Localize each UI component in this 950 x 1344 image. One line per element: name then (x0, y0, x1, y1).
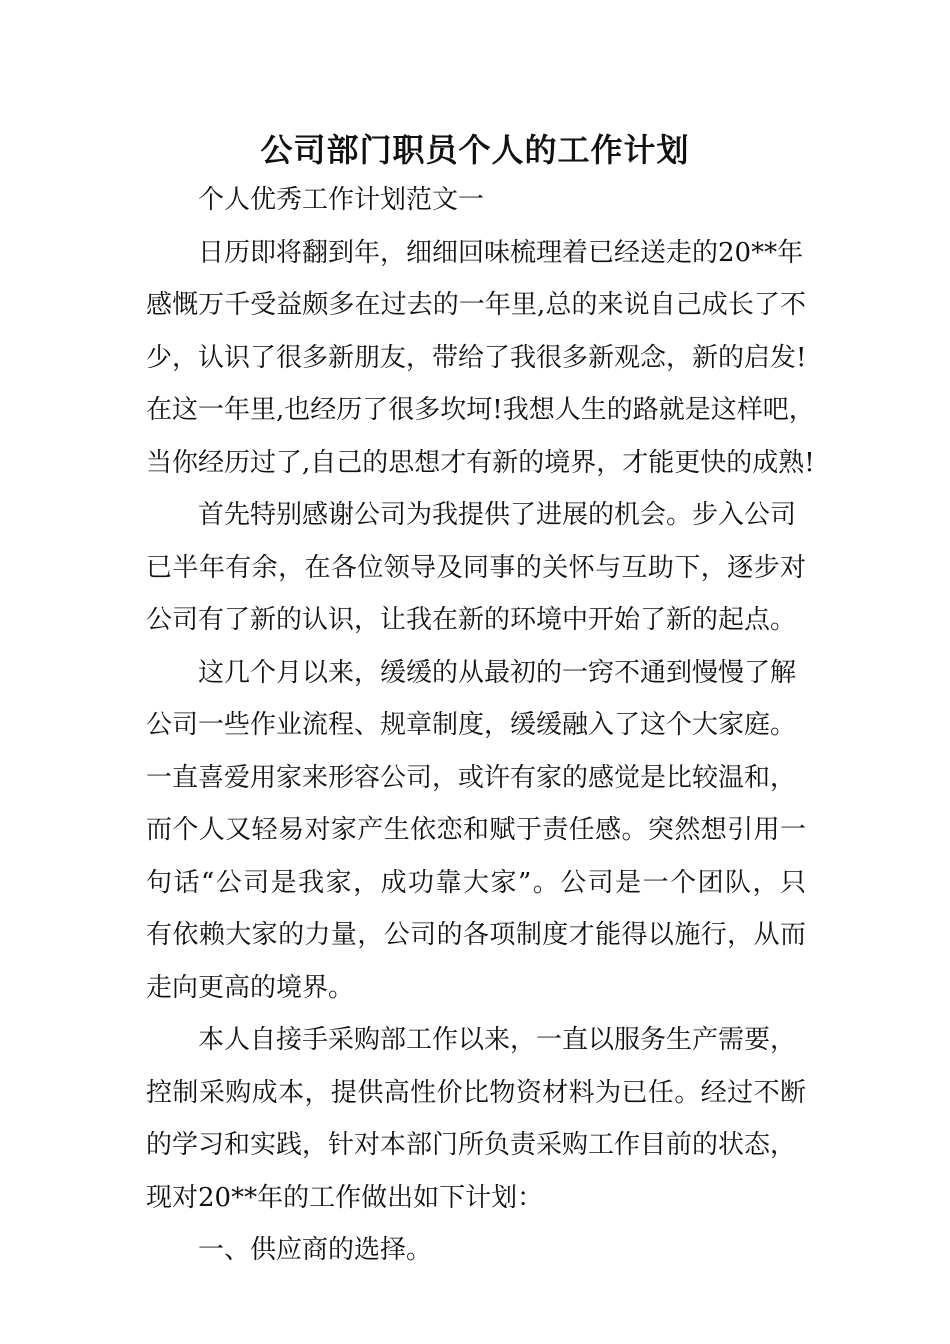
paragraph-4-line-4: 现对20**年的工作做出如下计划： (146, 1182, 544, 1213)
subtitle: 个人优秀工作计划范文一 (198, 185, 485, 215)
paragraph-3-line-2: 公司一些作业流程、规章制度，缓缓融入了这个大家庭。 (146, 710, 797, 740)
document-body (146, 174, 815, 1277)
paragraph-3-line-1: 这几个月以来，缓缓的从最初的一窍不通到慢慢了解 (198, 657, 797, 688)
paragraph-4-line-3: 的学习和实践，针对本部门所负责采购工作目前的状态， (146, 1130, 797, 1160)
paragraph-4-line-2: 控制采购成本，提供高性价比物资材料为已任。经过不断 (146, 1077, 806, 1108)
paragraph-3-line-7: 走向更高的境界。 (146, 972, 355, 1003)
document-title: 公司部门职员个人的工作计划 (260, 131, 690, 169)
paragraph-2-line-2: 已半年有余，在各位领导及同事的关怀与互助下，逐步对 (146, 552, 806, 583)
paragraph-3-line-5: 句话“公司是我家，成功靠大家”。公司是一个团队，只 (146, 867, 806, 898)
paragraph-1-line-3: 少，认识了很多新朋友，带给了我很多新观念，新的启发! (146, 342, 807, 373)
paragraph-2-line-1: 首先特别感谢公司为我提供了进展的机会。步入公司 (198, 500, 797, 530)
paragraph-1-line-1: 日历即将翻到年，细细回味梳理着已经送走的20**年 (198, 237, 804, 268)
paragraph-3-line-4: 而个人又轻易对家产生依恋和赋于责任感。突然想引用一 (146, 815, 806, 845)
paragraph-2-line-3: 公司有了新的认识，让我在新的环境中开始了新的起点。 (146, 605, 797, 635)
paragraph-3-line-3: 一直喜爱用家来形容公司，或许有家的感觉是比较温和， (146, 762, 797, 793)
paragraph-1-line-5: 当你经历过了,自己的思想才有新的境界，才能更快的成熟! (146, 447, 815, 478)
paragraph-3-line-6: 有依赖大家的力量，公司的各项制度才能得以施行，从而 (146, 920, 806, 950)
section-heading-1: 一、供应商的选择。 (198, 1235, 433, 1265)
paragraph-1-line-2: 感慨万千受益颇多在过去的一年里,总的来说自己成长了不 (146, 290, 806, 320)
paragraph-1-line-4: 在这一年里,也经历了很多坎坷!我想人生的路就是这样吧， (146, 395, 815, 425)
paragraph-4-line-1: 本人自接手采购部工作以来，一直以服务生产需要， (198, 1025, 797, 1055)
